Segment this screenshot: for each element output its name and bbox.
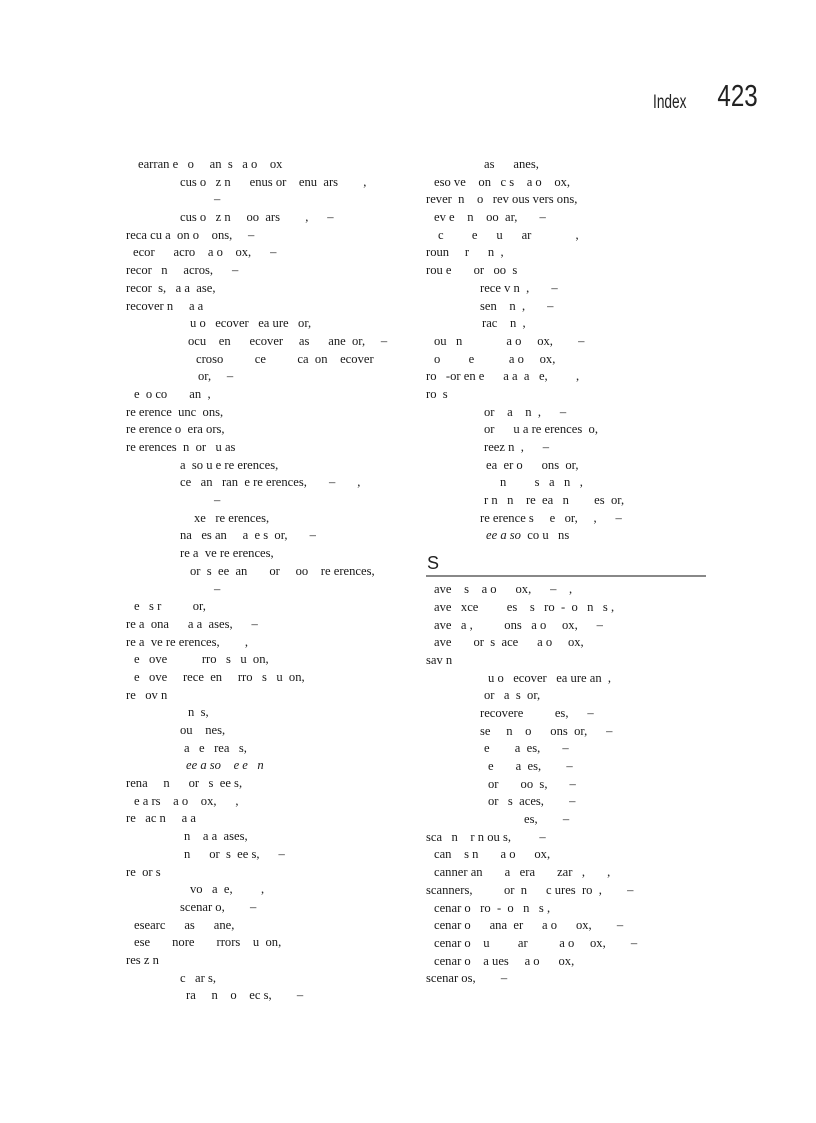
index-entry: can s n a o ox, bbox=[434, 847, 551, 862]
index-subentry: n or s ee s, – bbox=[184, 846, 285, 861]
index-subentry: recovere es, – bbox=[480, 705, 594, 720]
index-subentry: u o ecover ea ure an , bbox=[488, 670, 612, 685]
index-entry: sav n bbox=[426, 652, 453, 667]
running-head-title: Index bbox=[652, 92, 686, 113]
index-subentry: – bbox=[214, 493, 221, 508]
index-subentry: es, – bbox=[524, 812, 570, 827]
index-subentry: reez n , – bbox=[484, 440, 550, 454]
index-entry: e s r or, bbox=[134, 599, 206, 614]
index-entry: recor n acros, – bbox=[126, 263, 239, 278]
index-entry: re erence o era ors, bbox=[126, 422, 225, 437]
index-entry: re a ve re erences, , bbox=[126, 634, 249, 649]
index-entry: ave s a o ox, – , bbox=[434, 582, 573, 597]
index-subentry: a so u e re erences, bbox=[180, 457, 279, 472]
index-subentry: ce an ran e re erences, – , bbox=[180, 475, 361, 490]
index-entry: re a ona a a ases, – bbox=[126, 616, 258, 631]
index-subentry: ea er o ons or, bbox=[486, 457, 579, 472]
index-subentry: n a a ases, bbox=[184, 829, 248, 844]
index-subentry: as anes, bbox=[484, 157, 539, 171]
index-subentry: c ar s, bbox=[180, 970, 217, 985]
index-entry: reca cu a on o ons, – bbox=[126, 227, 255, 242]
index-subentry: rece v n , – bbox=[480, 280, 558, 295]
index-entry: recor s, a a ase, bbox=[126, 280, 216, 295]
index-entry: scanners, or n c ures ro , – bbox=[426, 882, 634, 897]
index-entry: canner an a era zar , , bbox=[434, 865, 611, 880]
index-subentry: or u a re erences o, bbox=[484, 422, 598, 437]
index-subentry: or a s or, bbox=[484, 688, 541, 703]
index-entry: rena n or s ee s, bbox=[126, 776, 243, 791]
entry-text: co u ns bbox=[520, 528, 570, 543]
index-entry: rever n o rev ous vers ons, bbox=[426, 192, 578, 207]
index-subentry bbox=[426, 527, 706, 545]
index-subentry: se n o ons or, – bbox=[480, 723, 613, 738]
index-subentry: ocu en ecover as ane or, – bbox=[188, 333, 388, 348]
index-entry: roun r n , bbox=[426, 245, 504, 260]
index-entry: re or s bbox=[126, 864, 161, 879]
index-subentry: xe re erences, bbox=[194, 510, 270, 525]
index-entry: ou n a o ox, – bbox=[434, 333, 585, 348]
index-subentry: vo a e, , bbox=[190, 882, 265, 897]
index-entry: res z n bbox=[126, 952, 159, 967]
index-subentry: scenar o, – bbox=[180, 899, 257, 914]
index-entry: re erences n or u as bbox=[126, 440, 236, 454]
index-entry: re erence unc ons, bbox=[126, 404, 224, 419]
index-subentry: cus o z n enus or enu ars , bbox=[180, 174, 367, 189]
index-entry: cenar o u ar a o ox, – bbox=[434, 935, 638, 950]
index-entry: o e a o ox, bbox=[434, 351, 556, 366]
index-entry: ecor acro a o ox, – bbox=[133, 245, 277, 260]
section-heading-s: S bbox=[426, 553, 706, 577]
index-subentry: n s, bbox=[188, 705, 209, 720]
index-subentry: re a ve re erences, bbox=[180, 546, 274, 561]
index-entry: c e u ar , bbox=[438, 227, 579, 242]
index-subentry: ee a so e e n bbox=[186, 758, 264, 773]
index-entry: ave or s ace a o ox, bbox=[434, 635, 584, 650]
index-subentry: ra n o ec s, – bbox=[186, 988, 304, 1003]
index-subentry: – bbox=[214, 192, 221, 207]
index-subentry: na es an a e s or, – bbox=[180, 528, 316, 543]
index-entry: re ov n bbox=[126, 687, 168, 702]
index-subentry: re erence s e or, , – bbox=[480, 510, 622, 525]
index-entry: e o co an , bbox=[134, 386, 211, 401]
see-also-label: ee a so bbox=[486, 528, 521, 543]
index-subentry: or, – bbox=[198, 369, 234, 384]
index-entry: re ac n a a bbox=[126, 811, 196, 826]
index-entry: ro -or en e a a a e, , bbox=[426, 369, 580, 384]
index-entry: eso ve on c s a o ox, bbox=[434, 174, 571, 189]
index-entry: esearc as ane, bbox=[134, 917, 235, 932]
index-subentry: or a n , – bbox=[484, 404, 567, 419]
index-subentry: e a es, – bbox=[484, 741, 569, 756]
index-subentry: n s a n , bbox=[500, 475, 583, 490]
index-subentry: u o ecover ea ure or, bbox=[190, 316, 312, 331]
index-entry: e ove rro s u on, bbox=[134, 652, 269, 667]
index-subentry: r n n re ea n es or, bbox=[484, 493, 625, 508]
index-entry: ro s bbox=[426, 386, 448, 401]
index-subentry: or s ee an or oo re erences, bbox=[190, 563, 375, 578]
index-entry: earran e o an s a o ox bbox=[138, 157, 283, 171]
index-group-r bbox=[426, 156, 706, 545]
index-entry: ave a , ons a o ox, – bbox=[434, 617, 603, 632]
index-subentry: croso ce ca on ecover bbox=[196, 351, 374, 366]
index-entry: ev e n oo ar, – bbox=[434, 210, 546, 225]
index-entry: sca n r n ou s, – bbox=[426, 829, 546, 844]
index-entry: e a rs a o ox, , bbox=[134, 793, 239, 808]
index-subentry: cus o z n oo ars , – bbox=[180, 210, 334, 225]
index-subentry: – bbox=[214, 581, 221, 596]
index-subentry: e a es, – bbox=[488, 759, 573, 773]
index-subentry: or s aces, – bbox=[488, 794, 576, 809]
index-entry: cenar o ro - o n s , bbox=[434, 900, 551, 915]
index-entry: cenar o ana er a o ox, – bbox=[434, 918, 624, 933]
index-subentry: ou nes, bbox=[180, 723, 226, 737]
index-entry: ave xce es s ro - o n s , bbox=[434, 599, 615, 614]
index-entry: ese nore rrors u on, bbox=[134, 935, 282, 950]
index-entry: recover n a a bbox=[126, 298, 204, 313]
index-entry: cenar o a ues a o ox, bbox=[434, 953, 575, 968]
index-entry: e ove rece en rro s u on, bbox=[134, 669, 305, 684]
page-number: 423 bbox=[717, 78, 758, 113]
index-subentry: or oo s, – bbox=[488, 776, 576, 791]
index-subentry: a e rea s, bbox=[184, 740, 247, 755]
index-subentry: sen n , – bbox=[480, 298, 554, 313]
index-entry: scenar os, – bbox=[426, 971, 508, 986]
index-column-right bbox=[426, 156, 706, 988]
index-group-s bbox=[426, 581, 706, 988]
index-column-left bbox=[126, 156, 416, 1005]
index-entry: rou e or oo s bbox=[426, 263, 518, 278]
index-subentry: rac n , bbox=[482, 316, 526, 331]
